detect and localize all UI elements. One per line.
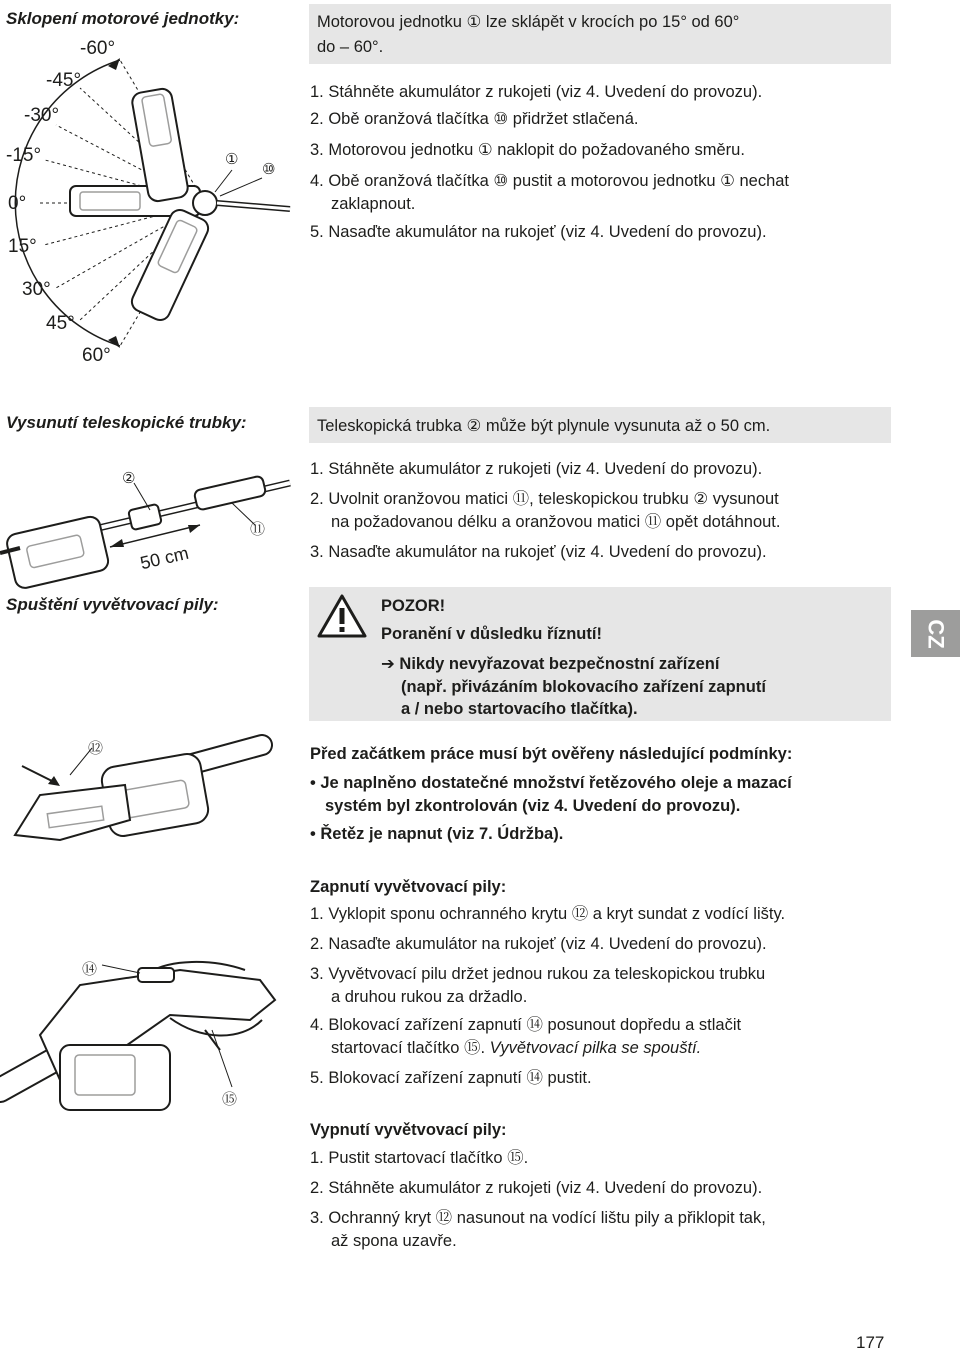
tilt-arc-diagram — [0, 40, 300, 380]
angle-label-minus45: -45° — [46, 70, 82, 91]
telescope-step: 2. Uvolnit oranžovou matici ⑪, teleskopickou trubku ② vysunout — [310, 490, 779, 508]
switch-on-step: 1. Vyklopit sponu ochranného krytu ⑫ a kryt sundat z vodící lišty. — [310, 905, 786, 923]
angle-label-0: 0° — [8, 193, 27, 214]
condition-item-continuation: systém byl zkontrolován (viz 4. Uvedení do provozu). — [325, 797, 741, 815]
angle-label-minus30: -30° — [24, 105, 60, 126]
switch-on-starts-note: Vyvětvovací pilka se spouští. — [489, 1039, 702, 1057]
tilt-step: 2. Obě oranžová tlačítka ⑩ přidržet stlačená. — [310, 110, 639, 128]
telescope-step: 1. Stáhněte akumulátor z rukojeti (viz 4. Uvedení do provozu). — [310, 460, 763, 478]
switch-on-step: 5. Blokovací zařízení zapnutí ⑭ pustit. — [310, 1069, 592, 1087]
callout-cover-clip: ⑫ — [88, 740, 104, 757]
angle-label-15: 15° — [8, 236, 37, 257]
tilt-step: 4. Obě oranžová tlačítka ⑩ pustit a motorovou jednotku ① nechat — [310, 172, 790, 190]
switch-on-step-continuation — [331, 1036, 701, 1060]
start-section-title: Spuštění vyvětvovací pily: — [6, 595, 219, 614]
telescope-step: 3. Nasaďte akumulátor na rukojeť (viz 4. Uvedení do provozu). — [310, 543, 767, 561]
switch-on-heading: Zapnutí vyvětvovací pily: — [310, 878, 507, 896]
condition-item: • Řetěz je napnut (viz 7. Údržba). — [310, 825, 564, 843]
tilt-step: 1. Stáhněte akumulátor z rukojeti (viz 4. Uvedení do provozu). — [310, 83, 763, 101]
angle-label-minus15: -15° — [6, 145, 42, 166]
page-number: 177 — [856, 1333, 885, 1352]
switch-on-step-continuation: a druhou rukou za držadlo. — [331, 988, 528, 1006]
warning-heading: POZOR! — [381, 597, 446, 615]
callout-start-button: ⑮ — [222, 1091, 238, 1108]
switch-off-step: 2. Stáhněte akumulátor z rukojeti (viz 4. Uvedení do provozu). — [310, 1179, 763, 1197]
telescope-intro: Teleskopická trubka ② může být plynule vysunuta až o 50 cm. — [317, 417, 771, 435]
tilt-intro-line2: do – 60°. — [317, 38, 384, 56]
warning-subheading: Poranění v důsledku říznutí! — [381, 625, 602, 643]
switch-on-start-button: startovací tlačítko ⑮. — [331, 1039, 486, 1057]
language-tab-label: CZ — [923, 618, 949, 649]
language-tab — [911, 610, 960, 657]
telescope-step-continuation: na požadovanou délku a oranžovou matici ⑪ opět dotáhnout. — [331, 513, 781, 531]
condition-item: • Je naplněno dostatečné množství řetězového oleje a mazací — [310, 774, 792, 792]
saw-cover-illustration — [0, 730, 300, 860]
callout-motor-unit: ① — [225, 151, 239, 168]
switch-on-step: 3. Vyvětvovací pilu držet jednou rukou za teleskopickou trubku — [310, 965, 766, 983]
warning-triangle-icon — [316, 593, 368, 639]
switch-off-step-continuation: až spona uzavře. — [331, 1232, 457, 1250]
warning-line: (např. přivázáním blokovacího zařízení zapnutí — [401, 678, 766, 696]
warning-line: ➔ Nikdy nevyřazovat bezpečnostní zařízení — [381, 655, 720, 673]
switch-off-heading: Vypnutí vyvětvovací pily: — [310, 1121, 507, 1139]
conditions-heading: Před začátkem práce musí být ověřeny následující podmínky: — [310, 745, 793, 763]
angle-label-minus60: -60° — [80, 38, 116, 59]
angle-label-45: 45° — [46, 313, 75, 334]
tilt-intro-line1: Motorovou jednotku ① lze sklápět v krocích po 15° od 60° — [317, 13, 740, 31]
switch-off-step: 3. Ochranný kryt ⑫ nasunout na vodící lištu pily a přiklopit tak, — [310, 1209, 766, 1227]
warning-line: a / nebo startovacího tlačítka). — [401, 700, 638, 718]
tilt-section-title: Sklopení motorové jednotky: — [6, 9, 240, 28]
callout-switch-lock: ⑭ — [82, 961, 98, 978]
tilt-step-continuation: zaklapnout. — [331, 195, 416, 213]
switch-off-step: 1. Pustit startovací tlačítko ⑮. — [310, 1149, 529, 1167]
extension-length-label: 50 cm — [138, 542, 191, 574]
switch-on-step: 4. Blokovací zařízení zapnutí ⑭ posunout dopředu a stlačit — [310, 1016, 742, 1034]
switch-on-step: 2. Nasaďte akumulátor na rukojeť (viz 4. Uvedení do provozu). — [310, 935, 767, 953]
angle-label-60: 60° — [82, 345, 111, 366]
callout-telescopic-tube: ② — [122, 470, 136, 487]
callout-orange-nut: ⑪ — [250, 521, 266, 538]
telescope-section-title: Vysunutí teleskopické trubky: — [6, 413, 247, 432]
tilt-step: 5. Nasaďte akumulátor na rukojeť (viz 4. Uvedení do provozu). — [310, 223, 767, 241]
angle-label-30: 30° — [22, 279, 51, 300]
tilt-step: 3. Motorovou jednotku ① naklopit do požadovaného směru. — [310, 141, 745, 159]
handle-illustration — [0, 940, 300, 1120]
callout-release-buttons: ⑩ — [262, 161, 276, 178]
